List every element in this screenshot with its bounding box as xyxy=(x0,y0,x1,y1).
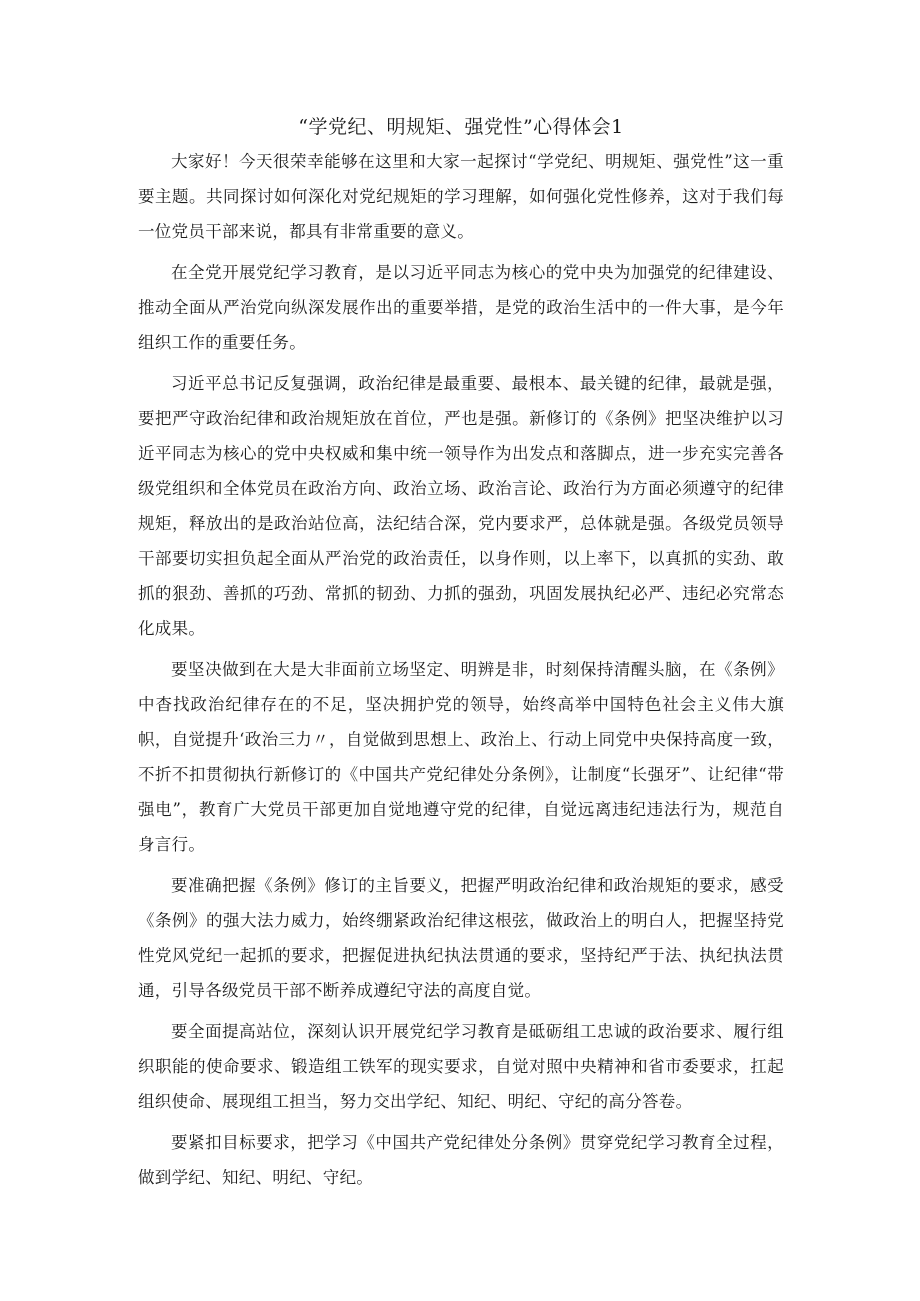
paragraph-4: 要坚决做到在大是大非面前立场坚定、明辨是非，时刻保持清醒头脑，在《条例》中杳找政治纪律存在的不足，坚决拥护党的领导，始终高举中国特色社会主义伟大旗帜，自觉提升‘政治三力〃，自觉做到思想上、政治上、行动上同党中央保持高度一致，不折不扣贯彻执行新修订的《中国共产党纪律处分条例》，让制度“长强牙”、让纪律“带强电”，教育广大党员干部更加自觉地遵守党的纪律，自觉远离违纪违法行为，规范自身言行。 xyxy=(138,660,784,854)
document-title: “学党纪、明规矩、强党性”心得体会1 xyxy=(298,116,624,138)
paragraph-3: 习近平总书记反复强调，政治纪律是最重要、最根本、最关键的纪律，最就是强，要把严守政治纪律和政治规矩放在首位，严也是强。新修订的《条例》把坚决维护以习近平同志为核心的党中央权威和集中统一领导作为出发点和落脚点，进一步充实完善各级党组织和全体党员在政治方向、政治立场、政治言论、政治行为方面必须遵守的纪律规矩，释放出的是政治站位高，法纪结合深，党内要求严，总体就是强。各级党员领导干部要切实担负起全面从严治党的政治责任，以身作则，以上率下，以真抓的实劲、敢抓的狠劲、善抓的巧劲、常抓的韧劲、力抓的强劲，巩固发展执纪必严、违纪必究常态化成果。 xyxy=(138,374,784,638)
paragraph-1: 大家好！今天很荣幸能够在这里和大家一起探讨“学党纪、明规矩、强党性”这一重要主题。共同探讨如何深化对党纪规矩的学习理解，如何强化党性修养，这对于我们每一位党员干部来说，都具有非常重要的意义。 xyxy=(138,152,784,241)
paragraph-5: 要准确把握《条例》修订的主旨要义，把握严明政治纪律和政治规矩的要求，感受《条例》的强大法力威力，始终绷紧政治纪律这根弦，做政治上的明白人，把握坚持党性党风党纪一起抓的要求，把握促进执纪执法贯通的要求，坚持纪严于法、执纪执法贯通，引导各级党员干部不断养成遵纪守法的高度自觉。 xyxy=(138,876,784,1000)
paragraph-2: 在全党开展党纪学习教育，是以习近平同志为核心的党中央为加强党的纪律建设、推动全面从严治党向纵深发展作出的重要举措，是党的政治生活中的一件大事，是今年组织工作的重要任务。 xyxy=(138,263,784,352)
document-page xyxy=(138,112,784,1201)
paragraph-6: 要全面提高站位，深刻认识开展党纪学习教育是砥砺组工忠诚的政治要求、履行组织职能的使命要求、锻造组工铁军的现实要求，自觉对照中央精神和省市委要求，扛起组织使命、展现组工担当，努力交出学纪、知纪、明纪、守纪的高分答卷。 xyxy=(138,1022,784,1111)
paragraph-7: 要紧扣目标要求，把学习《中国共产党纪律处分条例》贯穿党纪学习教育全过程，做到学纪、知纪、明纪、守纪。 xyxy=(138,1133,784,1187)
